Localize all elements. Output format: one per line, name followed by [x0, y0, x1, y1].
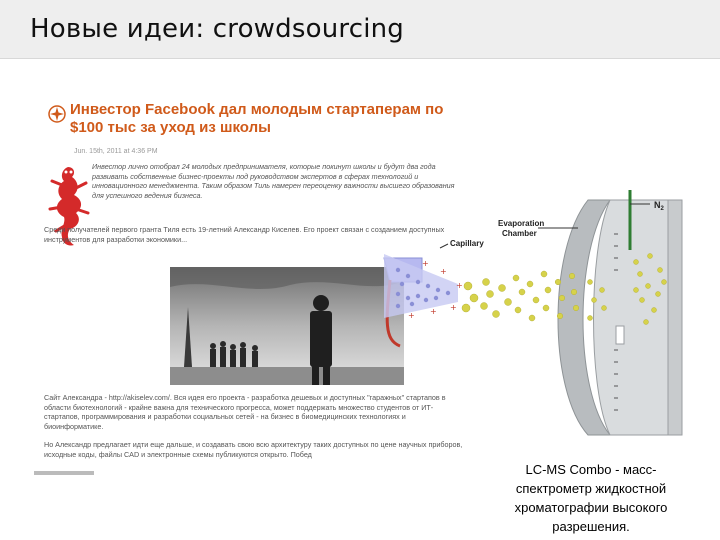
svg-text:+: +	[456, 281, 463, 290]
evaporation-label: Evaporation	[498, 219, 545, 228]
title-bar	[0, 0, 720, 59]
capillary-label: Capillary	[450, 239, 484, 248]
svg-text:+: +	[440, 267, 447, 276]
n2-subscript: 2	[660, 206, 664, 212]
man-in-field-photo	[170, 267, 404, 385]
divider	[34, 471, 94, 475]
article-paragraph-3: Но Александр предлагает идти еще дальше, и создавать свою всю архитектуру таких доступных по цене научных приборов, исходные коды, файлы CAD и электронные схемы публикуются открыто. Побед	[44, 440, 463, 459]
lcms-diagram	[378, 190, 692, 445]
diagram-caption: LC-MS Combo - масс-спектрометр жидкостной хроматографии высокого разрешения.	[514, 462, 668, 534]
svg-text:+: +	[450, 303, 457, 312]
article-paragraph-2: Сайт Александра - http://akiselev.com/. Вся идея его проекта - разработка дешевых и доступных "гаражных" стартапов в области биотехнологий - крайне важна для технического прогресса, может поддержать множество студентов от ИТ-стартапов, программирования и разработки социальных сетей - на бизнес в биомедицинских технологиях и биоинформатике.	[44, 393, 446, 431]
article-date: Jun. 15th, 2011 at 4:36 PM	[74, 148, 158, 155]
n2-label: N	[654, 200, 661, 210]
svg-text:+: +	[408, 311, 415, 320]
article-headline[interactable]: Инвестор Facebook дал молодым стартаперам по $100 тыс за уход из школы	[70, 101, 444, 136]
article-paragraph-1: Среди получателей первого гранта Тиля есть 19-летний Александр Киселев. Его проект связан с созданием доступных инструментов для разработки экономики...	[44, 225, 445, 244]
star-logo-icon	[48, 105, 66, 123]
chamber-label: Chamber	[502, 229, 537, 238]
slide-title: Новые идеи: crowdsourcing	[30, 14, 405, 44]
svg-text:+: +	[422, 259, 429, 268]
article-quote: Инвестор лично отобрал 24 молодых предпринимателя, которые покинут школы и будут два года развивать собственные бизнес-проекты под руководством экспертов в сферах технологий и инновационного менеджмента. Таким образом Тиль намерен переоценку важности высшего образования для успешного ведения бизнеса.	[92, 162, 455, 200]
svg-text:+: +	[430, 307, 437, 316]
